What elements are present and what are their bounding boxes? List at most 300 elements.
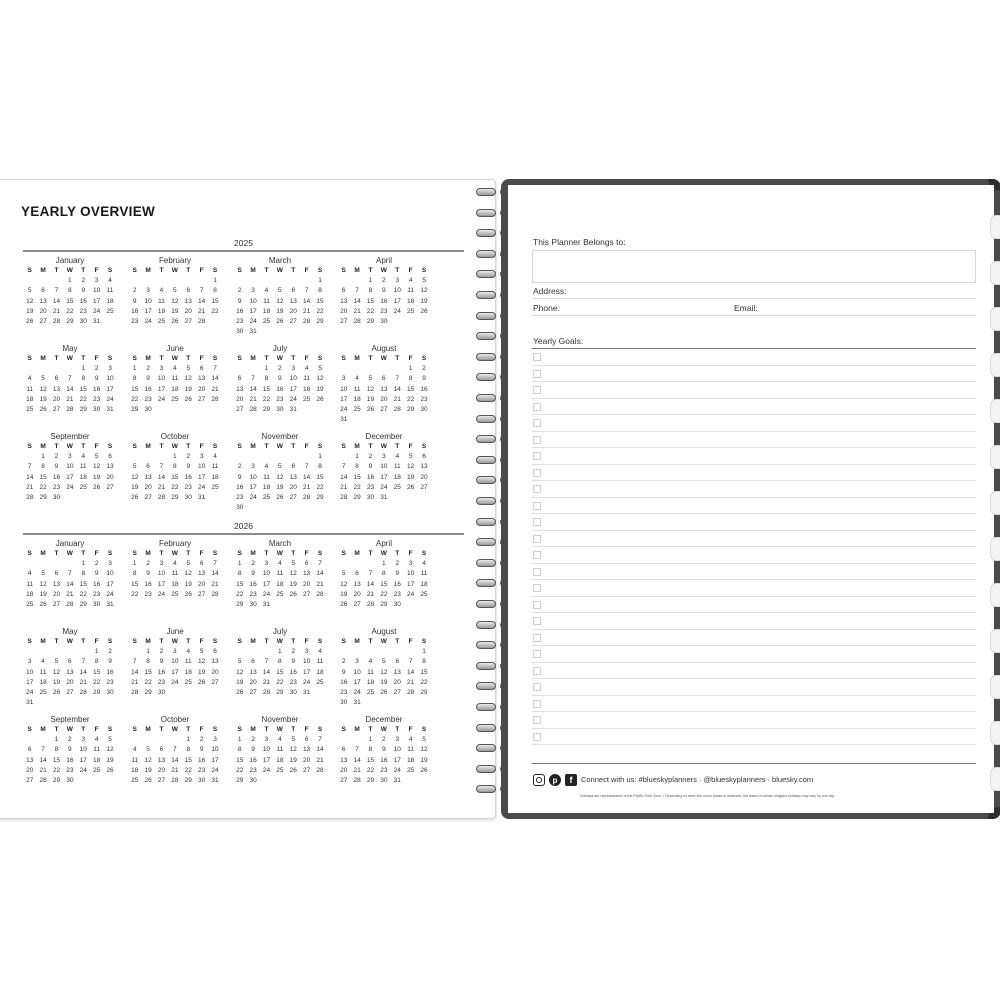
day-number: 6	[291, 287, 296, 295]
day-number: 19	[26, 307, 34, 315]
day-number: 19	[366, 395, 375, 403]
weekday-header: S	[237, 550, 242, 557]
goal-row[interactable]	[532, 597, 976, 614]
goal-checkbox[interactable]	[533, 650, 541, 658]
day-number: 26	[366, 405, 375, 413]
day-number: 22	[407, 395, 415, 403]
day-number: 30	[93, 405, 101, 413]
empty-cell	[50, 364, 63, 374]
goal-checkbox[interactable]	[533, 353, 541, 361]
day-number: 29	[366, 317, 375, 325]
month-tab[interactable]	[990, 721, 1000, 745]
goal-row[interactable]	[532, 432, 976, 449]
weekday-header: T	[264, 355, 269, 362]
day-number: 11	[171, 570, 179, 578]
month-tab[interactable]	[990, 445, 1000, 469]
day-number: 23	[52, 483, 61, 491]
day-number: 14	[303, 473, 311, 481]
day-number: 20	[26, 766, 34, 774]
day-number: 11	[407, 287, 415, 295]
disclaimer-text: Holidays are representative of the Pacific Time Zone. • Depending on when the moon phase is observed, the dates of certain religious holidays may vary by one day.	[580, 794, 835, 798]
day-number: 23	[276, 395, 284, 403]
month-march	[233, 539, 327, 610]
day-number: 3	[108, 560, 112, 568]
weekday-header: W	[66, 726, 73, 733]
day-number: 9	[94, 375, 99, 383]
weekday-header: W	[171, 355, 178, 362]
goal-checkbox[interactable]	[533, 386, 541, 394]
day-number: 3	[251, 287, 255, 295]
day-number: 7	[132, 658, 137, 666]
day-number: 17	[171, 668, 179, 676]
month-tab[interactable]	[990, 307, 1000, 331]
day-number: 17	[262, 580, 271, 588]
day-number: 10	[157, 375, 166, 383]
day-number: 21	[131, 678, 139, 686]
day-number: 11	[39, 668, 47, 676]
goal-row[interactable]	[532, 679, 976, 696]
day-number: 29	[316, 317, 324, 325]
month-tab[interactable]	[990, 491, 1000, 515]
weekday-header: S	[421, 726, 427, 733]
owner-name-field[interactable]	[532, 250, 976, 283]
weekday-header: F	[408, 355, 413, 362]
goal-checkbox[interactable]	[533, 667, 541, 675]
month-name: October	[160, 432, 190, 441]
day-number: 7	[159, 463, 164, 471]
weekday-header: S	[237, 355, 242, 362]
goal-checkbox[interactable]	[533, 502, 541, 510]
day-number: 28	[316, 766, 324, 774]
day-number: 16	[393, 580, 401, 588]
goal-checkbox[interactable]	[533, 601, 541, 609]
goal-checkbox[interactable]	[533, 716, 541, 724]
goal-row[interactable]	[532, 663, 976, 680]
day-number: 31	[211, 776, 219, 784]
goal-checkbox[interactable]	[533, 452, 541, 460]
facebook-icon[interactable]: f	[565, 774, 577, 786]
month-tab[interactable]	[990, 537, 1000, 561]
day-number: 4	[408, 277, 413, 285]
day-number: 5	[146, 746, 150, 754]
day-number: 13	[289, 473, 297, 481]
month-name: April	[375, 539, 392, 548]
goal-row[interactable]	[532, 498, 976, 515]
empty-cell	[141, 735, 154, 745]
day-number: 14	[407, 668, 415, 676]
day-number: 28	[79, 688, 87, 696]
month-tab[interactable]	[990, 675, 1000, 699]
weekday-header: S	[27, 550, 32, 557]
phone-email-line[interactable]	[532, 315, 976, 316]
goal-row[interactable]	[532, 349, 976, 366]
instagram-icon[interactable]	[533, 774, 545, 786]
month-june	[128, 344, 222, 415]
weekday-header: S	[212, 550, 218, 557]
weekday-header: W	[66, 267, 73, 274]
day-number: 16	[198, 756, 206, 764]
weekday-header: T	[81, 355, 86, 362]
day-number: 24	[249, 493, 257, 501]
weekday-header: S	[317, 443, 323, 450]
day-grid	[337, 549, 431, 610]
coil-loop	[476, 559, 496, 567]
day-number: 6	[341, 287, 346, 295]
day-number: 16	[184, 473, 192, 481]
coil-loop	[476, 250, 496, 258]
goal-checkbox[interactable]	[533, 617, 541, 625]
day-number: 10	[106, 375, 114, 383]
day-number: 2	[146, 560, 150, 568]
day-number: 21	[249, 395, 257, 403]
month-name: September	[50, 432, 90, 441]
weekday-header: W	[171, 638, 178, 645]
empty-cell	[50, 559, 63, 569]
month-name: July	[272, 344, 288, 353]
month-april	[337, 539, 431, 610]
weekday-header: T	[291, 550, 296, 557]
day-number: 3	[173, 648, 177, 656]
weekday-header: W	[171, 267, 178, 274]
goal-row[interactable]	[532, 531, 976, 548]
goal-row[interactable]	[532, 399, 976, 416]
weekday-header: T	[395, 726, 400, 733]
day-number: 8	[355, 463, 359, 471]
day-number: 29	[39, 493, 47, 501]
day-number: 12	[93, 463, 101, 471]
day-grid	[337, 637, 431, 708]
day-number: 25	[407, 766, 415, 774]
goal-row[interactable]	[532, 382, 976, 399]
day-number: 2	[54, 453, 59, 461]
day-number: 30	[420, 405, 428, 413]
weekday-header: S	[237, 443, 242, 450]
day-number: 30	[184, 493, 192, 501]
day-number: 27	[106, 483, 114, 491]
day-number: 3	[355, 658, 359, 666]
day-number: 15	[66, 297, 74, 305]
day-number: 23	[93, 590, 101, 598]
goal-row[interactable]	[532, 481, 976, 498]
goal-checkbox[interactable]	[533, 700, 541, 708]
goal-row[interactable]	[532, 630, 976, 647]
coil-loop	[476, 641, 496, 649]
weekday-header: W	[380, 267, 387, 274]
empty-cell	[287, 276, 300, 286]
month-tab[interactable]	[990, 629, 1000, 653]
day-number: 28	[39, 776, 47, 784]
goal-checkbox[interactable]	[533, 551, 541, 559]
goal-row[interactable]	[532, 448, 976, 465]
day-number: 14	[353, 297, 361, 305]
day-number: 27	[198, 395, 206, 403]
day-number: 15	[79, 580, 87, 588]
goal-checkbox[interactable]	[533, 436, 541, 444]
empty-cell	[155, 735, 168, 745]
goal-checkbox[interactable]	[533, 469, 541, 477]
day-number: 18	[303, 385, 311, 393]
weekday-header: T	[368, 443, 373, 450]
day-number: 26	[184, 590, 192, 598]
month-tab[interactable]	[990, 261, 1000, 285]
day-grid	[128, 549, 222, 600]
goal-checkbox[interactable]	[533, 584, 541, 592]
day-number: 15	[131, 385, 139, 393]
empty-cell	[377, 364, 390, 374]
empty-cell	[50, 276, 63, 286]
day-number: 31	[262, 600, 271, 608]
goal-row[interactable]	[532, 366, 976, 383]
day-number: 22	[236, 766, 244, 774]
day-number: 5	[291, 560, 296, 568]
month-name: November	[261, 432, 299, 441]
day-number: 17	[157, 385, 166, 393]
day-grid	[128, 725, 222, 786]
month-tab[interactable]	[990, 215, 1000, 239]
day-number: 13	[236, 385, 244, 393]
day-number: 12	[420, 746, 428, 754]
weekday-header: S	[132, 443, 137, 450]
empty-cell	[23, 559, 36, 569]
day-number: 1	[318, 453, 322, 461]
empty-cell	[63, 559, 76, 569]
day-number: 19	[198, 668, 206, 676]
day-number: 25	[106, 307, 114, 315]
day-number: 17	[106, 580, 114, 588]
day-number: 23	[66, 766, 74, 774]
day-number: 12	[131, 473, 139, 481]
day-number: 10	[79, 746, 87, 754]
day-number: 2	[237, 287, 242, 295]
day-number: 6	[199, 560, 204, 568]
goal-checkbox[interactable]	[533, 634, 541, 642]
day-number: 18	[171, 580, 179, 588]
day-number: 26	[316, 395, 324, 403]
day-number: 16	[157, 668, 166, 676]
empty-cell	[260, 647, 273, 657]
day-number: 21	[353, 766, 361, 774]
weekday-header: S	[132, 726, 137, 733]
day-number: 14	[66, 580, 74, 588]
day-number: 27	[198, 590, 206, 598]
day-number: 14	[340, 473, 348, 481]
empty-cell	[260, 452, 273, 462]
day-number: 14	[171, 756, 179, 764]
weekday-header: W	[171, 726, 178, 733]
day-number: 1	[237, 560, 242, 568]
weekday-header: S	[317, 638, 323, 645]
day-number: 8	[382, 570, 386, 578]
day-number: 6	[251, 658, 255, 666]
goal-checkbox[interactable]	[533, 683, 541, 691]
goal-row[interactable]	[532, 465, 976, 482]
day-number: 27	[52, 405, 61, 413]
goal-checkbox[interactable]	[533, 535, 541, 543]
day-number: 24	[144, 317, 152, 325]
day-grid	[128, 354, 222, 415]
day-number: 2	[132, 287, 137, 295]
month-tab[interactable]	[990, 767, 1000, 791]
day-number: 7	[27, 463, 32, 471]
goal-row[interactable]	[532, 564, 976, 581]
day-number: 18	[353, 395, 361, 403]
day-number: 18	[316, 668, 324, 676]
day-number: 9	[54, 463, 59, 471]
day-number: 23	[366, 483, 375, 491]
weekday-header: W	[276, 550, 283, 557]
day-number: 29	[316, 493, 324, 501]
goal-checkbox[interactable]	[533, 568, 541, 576]
day-number: 11	[316, 658, 324, 666]
day-number: 27	[66, 688, 74, 696]
day-number: 7	[68, 570, 72, 578]
day-number: 24	[393, 766, 401, 774]
goal-checkbox[interactable]	[533, 485, 541, 493]
weekday-header: M	[40, 355, 46, 362]
coil-loop	[476, 579, 496, 587]
day-number: 14	[131, 668, 139, 676]
day-number: 9	[199, 746, 204, 754]
goal-checkbox[interactable]	[533, 518, 541, 526]
month-september	[23, 715, 117, 786]
day-number: 22	[66, 307, 74, 315]
weekday-header: S	[27, 726, 32, 733]
day-number: 9	[81, 287, 86, 295]
month-october	[128, 715, 222, 786]
day-number: 15	[171, 473, 179, 481]
day-number: 11	[276, 746, 284, 754]
weekday-header: F	[199, 638, 204, 645]
goal-checkbox[interactable]	[533, 370, 541, 378]
day-number: 8	[81, 375, 86, 383]
day-number: 15	[316, 473, 324, 481]
goal-row[interactable]	[532, 613, 976, 630]
day-number: 11	[171, 375, 179, 383]
day-number: 3	[199, 453, 204, 461]
day-number: 10	[393, 287, 401, 295]
day-number: 30	[157, 688, 166, 696]
goal-row[interactable]	[532, 580, 976, 597]
weekday-header: F	[94, 355, 99, 362]
day-number: 3	[146, 287, 150, 295]
goal-row[interactable]	[532, 712, 976, 729]
empty-cell	[23, 452, 36, 462]
day-number: 17	[393, 297, 401, 305]
day-number: 6	[213, 648, 217, 656]
month-name: May	[62, 344, 78, 353]
empty-cell	[128, 452, 141, 462]
empty-cell	[364, 364, 377, 374]
weekday-header: M	[145, 638, 151, 645]
weekday-header: F	[304, 550, 309, 557]
day-number: 16	[106, 668, 114, 676]
empty-cell	[128, 647, 141, 657]
day-number: 4	[395, 453, 400, 461]
day-number: 10	[66, 463, 74, 471]
day-number: 21	[79, 678, 87, 686]
goal-row[interactable]	[532, 514, 976, 531]
day-number: 1	[264, 365, 269, 373]
month-tab[interactable]	[990, 399, 1000, 423]
day-number: 1	[278, 648, 282, 656]
day-number: 7	[81, 658, 86, 666]
day-number: 1	[41, 453, 45, 461]
day-number: 20	[39, 307, 47, 315]
weekday-header: T	[368, 267, 373, 274]
goal-row[interactable]	[532, 646, 976, 663]
day-number: 20	[66, 678, 74, 686]
goal-row[interactable]	[532, 415, 976, 432]
day-number: 26	[289, 766, 297, 774]
weekday-header: T	[395, 550, 400, 557]
day-number: 24	[249, 317, 257, 325]
day-number: 5	[186, 560, 191, 568]
day-number: 2	[382, 736, 386, 744]
day-number: 15	[39, 473, 47, 481]
coil-loop	[476, 332, 496, 340]
day-number: 19	[407, 473, 415, 481]
day-number: 22	[236, 590, 244, 598]
day-number: 22	[171, 483, 179, 491]
weekday-header: F	[94, 726, 99, 733]
address-line[interactable]	[532, 298, 976, 299]
day-number: 18	[157, 307, 166, 315]
weekday-header: M	[250, 443, 256, 450]
goal-row[interactable]	[532, 696, 976, 713]
day-number: 10	[249, 297, 257, 305]
day-number: 4	[355, 375, 359, 383]
goal-row[interactable]	[532, 547, 976, 564]
day-number: 7	[41, 746, 45, 754]
month-tab[interactable]	[990, 353, 1000, 377]
day-number: 8	[41, 463, 45, 471]
day-number: 19	[39, 395, 47, 403]
empty-cell	[36, 364, 49, 374]
day-number: 20	[289, 307, 297, 315]
day-number: 27	[26, 776, 34, 784]
day-number: 20	[393, 678, 401, 686]
day-number: 28	[353, 776, 361, 784]
weekday-header: F	[199, 267, 204, 274]
day-grid	[233, 266, 327, 337]
day-number: 8	[318, 463, 322, 471]
goal-checkbox[interactable]	[533, 733, 541, 741]
day-number: 17	[106, 385, 114, 393]
day-number: 7	[355, 287, 359, 295]
day-number: 8	[81, 570, 86, 578]
day-number: 21	[198, 307, 206, 315]
pinterest-icon[interactable]: p	[549, 774, 561, 786]
empty-cell	[337, 735, 350, 745]
day-number: 2	[341, 658, 346, 666]
day-number: 11	[420, 570, 428, 578]
day-number: 4	[159, 287, 164, 295]
day-number: 6	[54, 570, 59, 578]
month-tab[interactable]	[990, 583, 1000, 607]
goal-row[interactable]	[532, 729, 976, 746]
month-may	[23, 627, 117, 708]
day-number: 12	[144, 756, 152, 764]
weekday-header: F	[199, 550, 204, 557]
day-number: 9	[159, 658, 164, 666]
day-number: 4	[27, 375, 32, 383]
day-number: 18	[26, 395, 34, 403]
goal-checkbox[interactable]	[533, 403, 541, 411]
weekday-header: F	[304, 726, 309, 733]
goal-checkbox[interactable]	[533, 419, 541, 427]
day-number: 13	[52, 385, 61, 393]
day-number: 4	[264, 463, 269, 471]
